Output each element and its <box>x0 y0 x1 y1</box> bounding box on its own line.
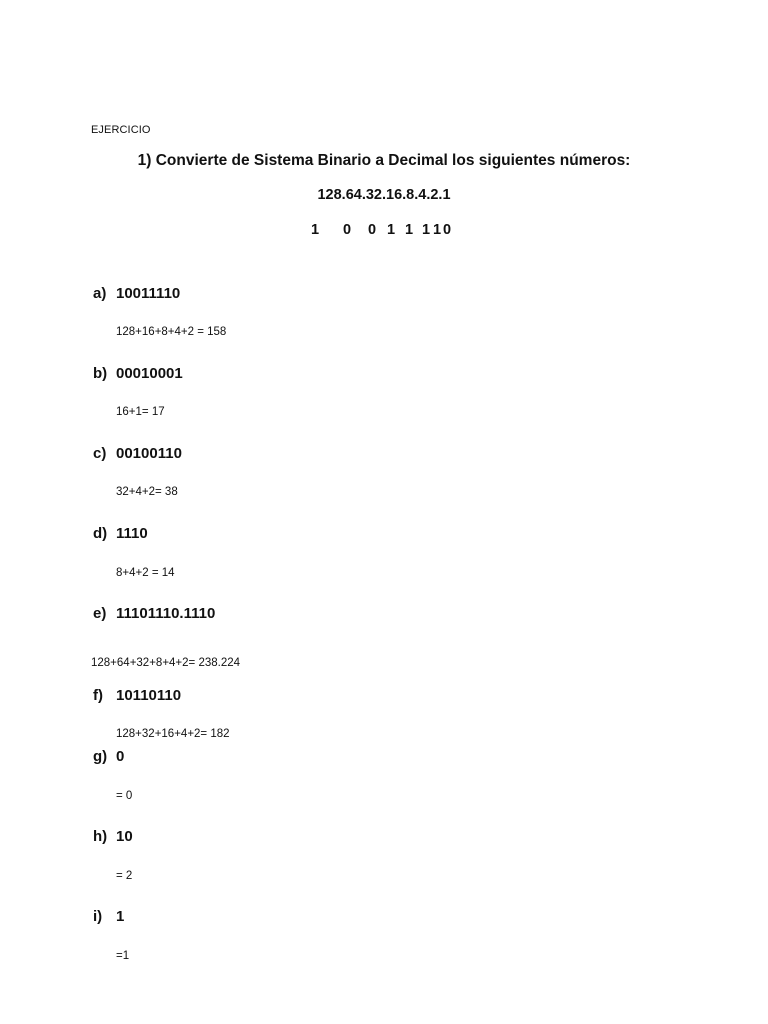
bit-value: 1 <box>433 222 442 238</box>
item-binary-value: 10011110 <box>116 285 181 302</box>
bit-value: 1 <box>422 222 431 238</box>
exercise-item <box>93 828 133 845</box>
item-answer: = 0 <box>116 790 133 802</box>
exercise-item <box>93 748 124 765</box>
item-letter: f) <box>93 687 103 704</box>
bit-value: 0 <box>443 222 452 238</box>
item-letter: e) <box>93 605 107 622</box>
item-binary-value: 00100110 <box>116 445 182 462</box>
item-letter: i) <box>93 908 103 925</box>
exercise-heading: EJERCICIO <box>91 124 151 136</box>
binary-weights-line: 128.64.32.16.8.4.2.1 <box>317 187 451 203</box>
bit-value: 0 <box>343 222 352 238</box>
item-letter: g) <box>93 748 108 765</box>
item-answer: 128+16+8+4+2 = 158 <box>116 326 227 338</box>
item-letter: d) <box>93 525 108 542</box>
item-answer: 128+64+32+8+4+2= 238.224 <box>91 657 241 669</box>
exercise-title: 1) Convierte de Sistema Binario a Decimal los siguientes números: <box>137 152 631 169</box>
item-answer: 128+32+16+4+2= 182 <box>116 728 230 740</box>
bit-value: 1 <box>311 222 320 238</box>
item-binary-value: 10 <box>116 828 133 845</box>
item-letter: h) <box>93 828 108 845</box>
item-binary-value: 0 <box>116 748 125 765</box>
item-answer: 16+1= 17 <box>116 406 165 418</box>
item-letter: a) <box>93 285 107 302</box>
item-binary-value: 1 <box>116 908 125 925</box>
exercise-item <box>93 908 124 925</box>
bit-value: 1 <box>387 222 396 238</box>
exercise-item <box>93 445 182 462</box>
item-letter: b) <box>93 365 108 382</box>
item-answer: 8+4+2 = 14 <box>116 567 175 579</box>
exercise-item <box>93 605 215 622</box>
item-letter: c) <box>93 445 107 462</box>
item-answer: = 2 <box>116 870 133 882</box>
exercise-item <box>93 285 180 302</box>
exercise-item <box>93 525 148 542</box>
item-binary-value: 11101110.1110 <box>116 605 216 622</box>
example-bits-row <box>311 222 453 238</box>
item-binary-value: 1110 <box>116 525 148 542</box>
bit-value: 1 <box>405 222 414 238</box>
exercise-item <box>93 687 181 704</box>
item-answer: 32+4+2= 38 <box>116 486 178 498</box>
item-binary-value: 00010001 <box>116 365 183 382</box>
exercise-item <box>93 365 183 382</box>
bit-value: 0 <box>368 222 377 238</box>
item-binary-value: 10110110 <box>116 687 182 704</box>
item-answer: =1 <box>116 950 130 962</box>
